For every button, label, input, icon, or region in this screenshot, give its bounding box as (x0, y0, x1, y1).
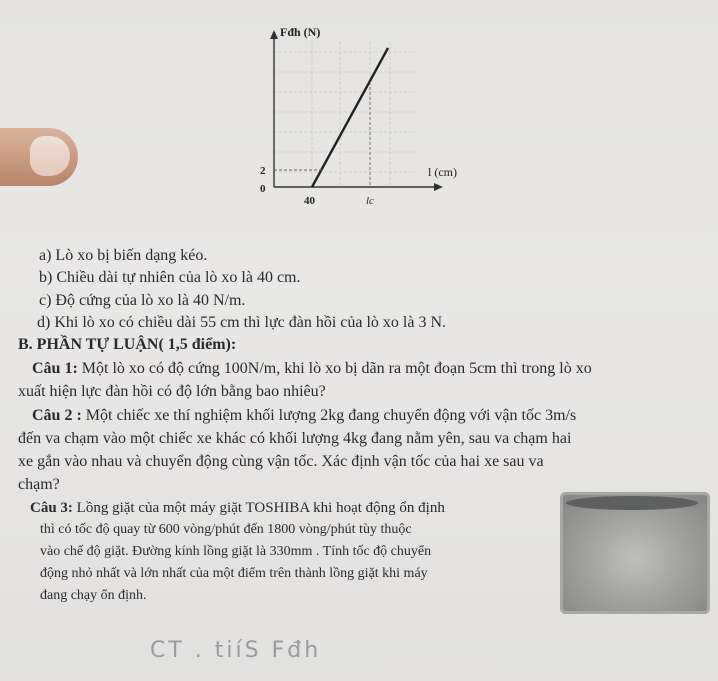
question-1-line-1 (32, 359, 592, 379)
question-3-label: Câu 3: (30, 500, 73, 516)
question-2-line-4: chạm? (18, 476, 60, 493)
question-3-text-1: Lồng giặt của một máy giặt TOSHIBA khi hoạt động ổn định (76, 500, 445, 516)
x-tick-label-40: 40 (304, 195, 315, 207)
force-line (312, 48, 388, 187)
y-axis-arrow (270, 30, 278, 39)
washing-machine-lid (566, 496, 698, 510)
fingernail (30, 136, 70, 176)
y-axis-label: Fđh (N) (280, 25, 321, 39)
question-2-line-2: đến va chạm vào một chiếc xe khác có khối lượng 4kg đang nằm yên, sau va chạm hai (18, 430, 572, 447)
x-axis-arrow (434, 183, 443, 191)
answer-b: b) Chiều dài tự nhiên của lò xo là 40 cm. (39, 269, 301, 286)
handwritten-note: CT . tiíS Fđh (150, 638, 322, 663)
question-3-line-1 (30, 498, 445, 518)
answer-a: a) Lò xo bị biến dạng kéo. (39, 247, 208, 264)
x-tick-label-lc: lc (366, 195, 374, 207)
question-3-line-5: đang chạy ổn định. (40, 588, 147, 603)
question-3-line-4: động nhỏ nhất và lớn nhất của một điểm trên thành lồng giặt khi máy (40, 566, 428, 581)
y-tick-label: 2 (260, 165, 266, 177)
question-3-line-3: vào chế độ giặt. Đường kính lồng giặt là 330mm . Tính tốc độ chuyển (40, 544, 432, 559)
question-1-label: Câu 1: (32, 360, 78, 377)
x-axis-label: l (cm) (428, 165, 457, 179)
section-title: B. PHẦN TỰ LUẬN( 1,5 điểm): (18, 336, 237, 353)
question-2-line-1 (32, 406, 576, 426)
question-2-line-3: xe gắn vào nhau và chuyển động cùng vận tốc. Xác định vận tốc của hai xe sau va (18, 453, 544, 470)
question-2-text-1: Một chiếc xe thí nghiệm khối lượng 2kg đang chuyển động với vận tốc 3m/s (85, 407, 577, 424)
question-2-label: Câu 2 : (32, 407, 82, 424)
origin-label: 0 (260, 183, 266, 195)
question-1-text-1: Một lò xo có độ cứng 100N/m, khi lò xo bị dãn ra một đoạn 5cm thì trong lò xo (81, 360, 592, 377)
graph-grid (274, 42, 415, 187)
answer-c: c) Độ cứng của lò xo là 40 N/m. (39, 292, 246, 309)
question-3-line-2: thì có tốc độ quay từ 600 vòng/phút đến 1800 vòng/phút tùy thuộc (40, 522, 412, 537)
answer-d: d) Khi lò xo có chiều dài 55 cm thì lực đàn hồi của lò xo là 3 N. (37, 314, 447, 331)
force-length-graph (240, 22, 470, 222)
question-1-line-2: xuất hiện lực đàn hồi có độ lớn bằng bao nhiêu? (18, 383, 326, 400)
washing-machine-drum-photo (560, 492, 710, 614)
